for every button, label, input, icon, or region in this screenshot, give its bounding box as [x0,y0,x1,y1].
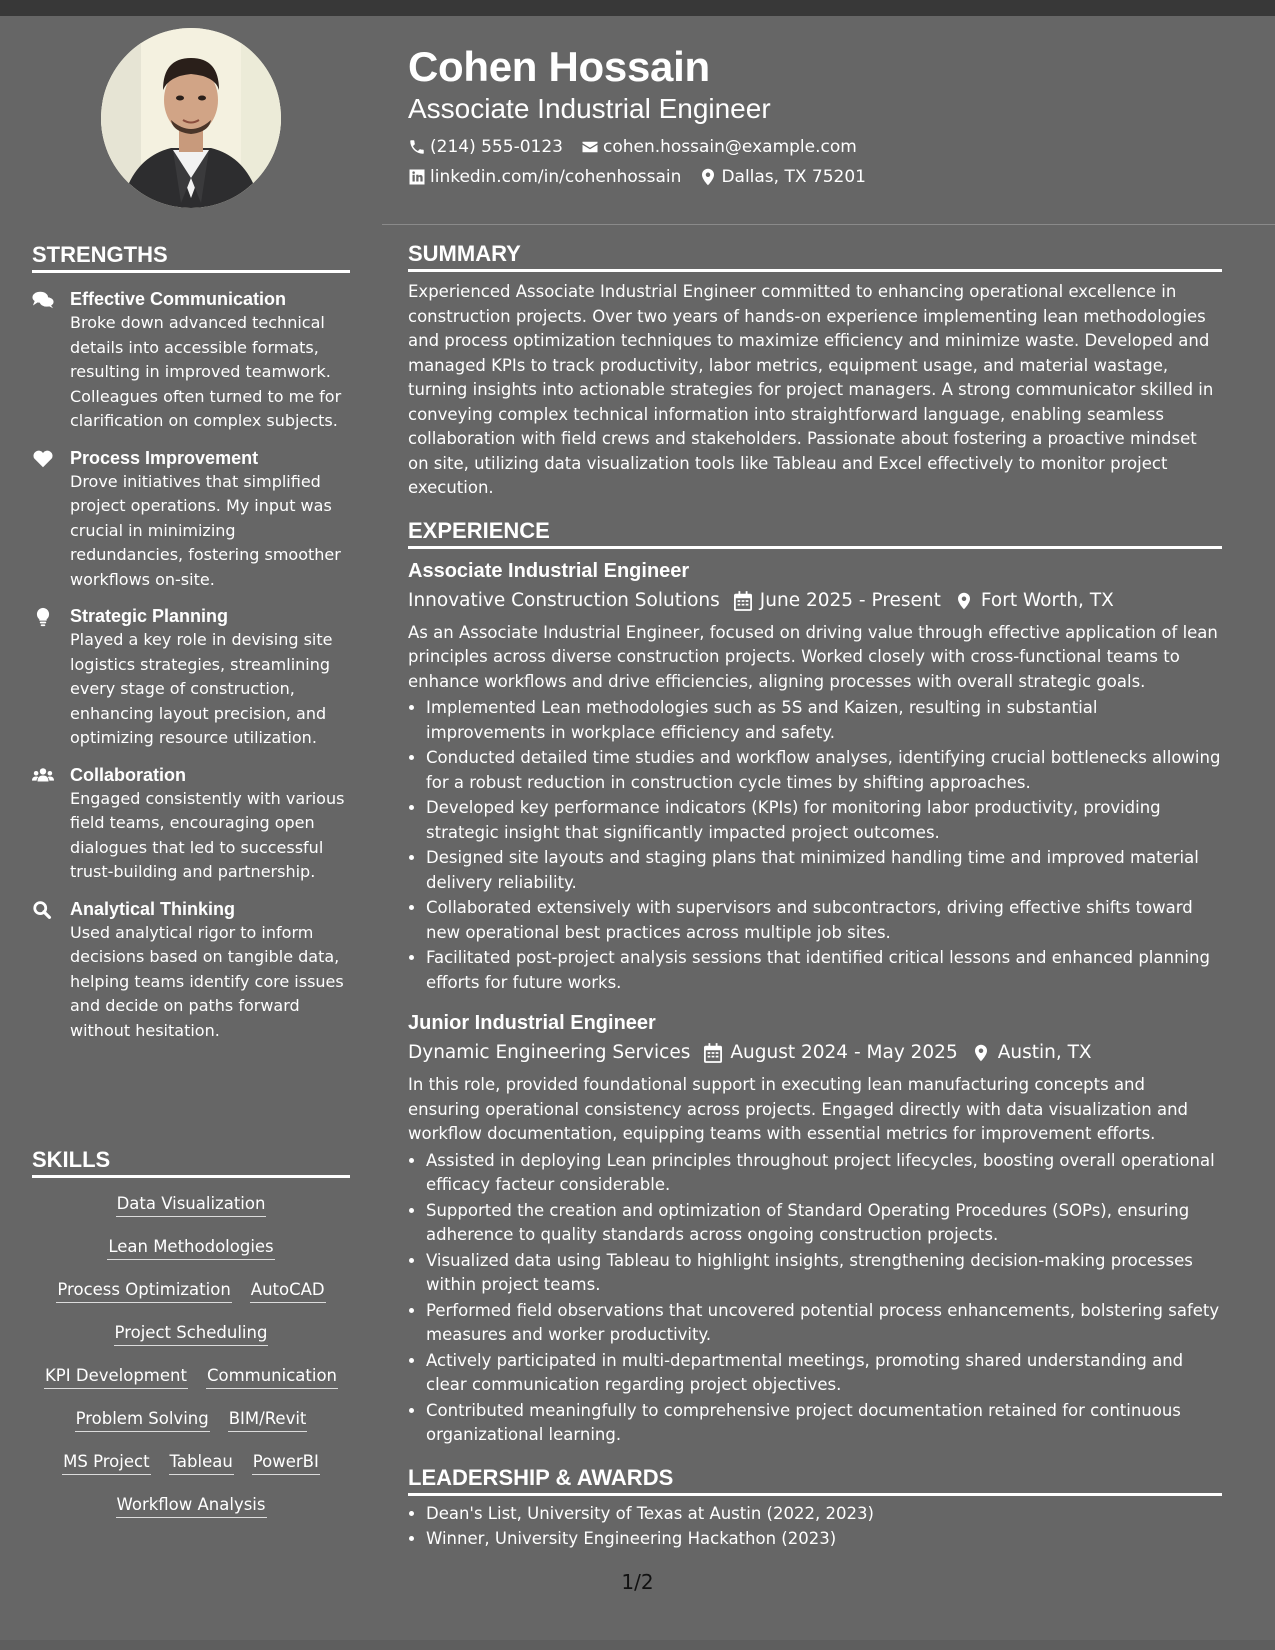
skill-tag: Workflow Analysis [116,1493,267,1518]
list-item: • Implemented Lean methodologies such as 5S and Kaizen, resulting in substantial improvements in workplace efficiency and safety. [426,696,1222,745]
strength-description: Engaged consistently with various field teams, encouraging open dialogues that led to successful trust-building and partnership. [70,788,345,881]
job-location [955,585,1114,617]
skill-tag: Project Scheduling [114,1321,269,1346]
skill-tag: BIM/Revit [228,1407,308,1432]
map-pin-icon [972,1043,990,1063]
strength-description: Used analytical rigor to inform decisions based on tangible data, helping teams identify core issues and decide on paths forward without hesitation. [70,922,344,1040]
job-meta [408,585,1222,617]
skill-tag: Communication [206,1364,338,1389]
job-entry [408,1009,1222,1448]
job-bullets [408,1149,1222,1448]
strength-name: Process Improvement [70,447,259,468]
phone-icon [408,138,426,156]
location-text: Dallas, TX 75201 [721,167,866,187]
profile-photo [101,28,281,208]
skill-tag: KPI Development [44,1364,188,1389]
users-icon [32,763,58,885]
job-dates [734,585,941,617]
list-item: • Actively participated in multi-departmental meetings, promoting shared understanding and clear communication regarding project objectives. [426,1349,1222,1398]
strength-name: Analytical Thinking [70,898,236,919]
strength-item [32,604,350,751]
page-bottom-strip [0,1640,1275,1650]
experience-heading: EXPERIENCE [408,517,1222,549]
resume-header [408,42,1248,192]
job-role: Associate Industrial Engineer [408,559,690,582]
list-item: • Winner, University Engineering Hackathon (2023) [426,1527,1222,1552]
job-location-text: Austin, TX [997,1042,1092,1063]
job-entry [408,557,1222,996]
search-icon [32,897,58,1044]
strength-description: Broke down advanced technical details into accessible formats, resulting in improved teamwork. Colleagues often turned to me for clarification on complex subjects. [70,313,342,430]
skill-tag: Process Optimization [56,1278,231,1303]
top-bar [0,0,1275,16]
job-location [972,1037,1092,1069]
email-link[interactable]: cohen.hossain@example.com [602,137,857,157]
list-item: • Visualized data using Tableau to highlight insights, strengthening decision-making processes within project teams. [426,1249,1222,1298]
lightbulb-icon [32,604,58,751]
experience-section [408,517,1222,1448]
calendar-icon [704,1043,722,1063]
job-location-text: Fort Worth, TX [980,589,1114,611]
page-number: 1/2 [621,1570,654,1594]
list-item: • Designed site layouts and staging plans that minimized handling time and improved material delivery reliability. [426,846,1222,895]
skill-tag: Tableau [169,1450,234,1475]
job-bullets [408,696,1222,995]
job-company: Innovative Construction Solutions [408,589,720,611]
skill-tag: PowerBI [252,1450,320,1475]
strengths-heading: STRENGTHS [32,241,350,273]
email-contact[interactable] [581,132,857,162]
envelope-icon [581,138,599,156]
skill-tag: Lean Methodologies [107,1235,274,1260]
list-item: • Assisted in deploying Lean principles throughout project lifecycles, boosting overall operational efficacy facteur considerable. [426,1149,1222,1198]
skill-row [32,1407,350,1432]
awards-heading: LEADERSHIP & AWARDS [408,1464,1222,1496]
linkedin-link[interactable]: linkedin.com/in/cohenhossain [430,167,682,187]
skill-tag: AutoCAD [250,1278,326,1303]
list-item: • Supported the creation and optimization of Standard Operating Procedures (SOPs), ensuring adherence to quality standards across ongoing construction projects. [426,1199,1222,1248]
portrait-illustration [101,28,281,208]
skills-section [32,1146,350,1518]
main-column [382,16,1275,1640]
phone-text: (214) 555-0123 [430,137,563,157]
skill-row [32,1235,350,1260]
summary-text: Experienced Associate Industrial Engineer committed to enhancing operational excellence in construction projects. Over two years of hands-on experience implementing lean methodologies and process optimization techniques to maximize efficiency and minimize waste. Developed and managed KPIs to track productivity, labor metrics, equipment usage, and material wastage, turning insights into actionable strategies for project managers. A strong communicator skilled in conveying complex technical information into straightforward language, enabling seamless collaboration with field crews and stakeholders. Passionate about fostering a proactive mindset on site, utilizing data visualization tools like Tableau and Excel effectively to monitor project execution. [408,282,1214,497]
phone-contact [408,132,563,162]
list-item: • Contributed meaningfully to comprehensive project documentation retained for continuous organizational learning. [426,1399,1222,1448]
linkedin-icon [408,168,426,186]
skill-tag: MS Project [62,1450,150,1475]
list-item: • Facilitated post-project analysis sessions that identified critical lessons and enhanced planning efforts for future works. [426,946,1222,995]
summary-heading: SUMMARY [408,240,1222,272]
header-divider [382,224,1275,225]
strength-item [32,446,350,593]
list-item: • Performed field observations that uncovered potential process enhancements, bolstering safety measures and worker productivity. [426,1299,1222,1348]
comments-icon [32,287,58,434]
strength-item [32,763,350,885]
skill-tag: Problem Solving [75,1407,210,1432]
strengths-section [32,241,350,1043]
map-pin-icon [699,168,717,186]
contact-row [408,162,1248,192]
main-content [408,240,1222,1553]
list-item: • Conducted detailed time studies and workflow analyses, identifying crucial bottlenecks allowing for a robust reduction in construction cycle times by shifting approaches. [426,746,1222,795]
strength-description: Drove initiatives that simplified project operations. My input was crucial in minimizing redundancies, fostering smoother workflows on-site. [70,471,341,589]
awards-section [408,1464,1222,1552]
sidebar [0,16,382,1640]
strength-name: Collaboration [70,764,186,785]
candidate-title: Associate Industrial Engineer [408,93,771,124]
job-dates [704,1037,957,1069]
skill-row [32,1278,350,1303]
strength-name: Strategic Planning [70,606,229,626]
strength-name: Effective Communication [70,289,287,309]
skill-row [32,1450,350,1475]
strength-item [32,897,350,1044]
list-item: • Dean's List, University of Texas at Austin (2022, 2023) [426,1502,1222,1527]
location-contact [699,162,866,192]
skill-row [32,1493,350,1518]
contact-row [408,132,1248,162]
skills-heading: SKILLS [32,1146,350,1178]
skill-row [32,1364,350,1389]
list-item: • Developed key performance indicators (KPIs) for monitoring labor productivity, providing strategic insight that significantly impacted project outcomes. [426,796,1222,845]
skill-tag: Data Visualization [116,1192,267,1217]
job-company: Dynamic Engineering Services [408,1042,691,1063]
strength-description: Played a key role in devising site logistics strategies, streamlining every stage of construction, enhancing layout precision, and optimizing resource utilization. [70,630,333,747]
job-meta [408,1037,1222,1069]
job-dates-text: June 2025 - Present [759,589,941,611]
job-dates-text: August 2024 - May 2025 [730,1042,958,1063]
heart-icon [32,446,58,593]
strength-item [32,287,350,434]
linkedin-contact[interactable] [408,162,681,192]
summary-section [408,240,1222,501]
awards-list [408,1502,1222,1552]
map-pin-icon [955,591,973,611]
job-role: Junior Industrial Engineer [408,1012,656,1034]
skill-row [32,1192,350,1217]
job-description: As an Associate Industrial Engineer, focused on driving value through effective application of lean principles across diverse construction projects. Worked closely with cross-functional teams to enhance workflows and drive efficiencies, aligning processes with overall strategic goals. [408,622,1218,691]
list-item: • Collaborated extensively with supervisors and subcontractors, driving effective shifts toward new operational best practices across multiple job sites. [426,896,1222,945]
candidate-name: Cohen Hossain [408,43,710,90]
job-description: In this role, provided foundational support in executing lean manufacturing concepts and ensuring operational consistency across projects. Engaged directly with data visualization and workflow documentation, equipping teams with essential metrics for improvement efforts. [408,1075,1189,1143]
skill-row [32,1321,350,1346]
calendar-icon [734,591,752,611]
